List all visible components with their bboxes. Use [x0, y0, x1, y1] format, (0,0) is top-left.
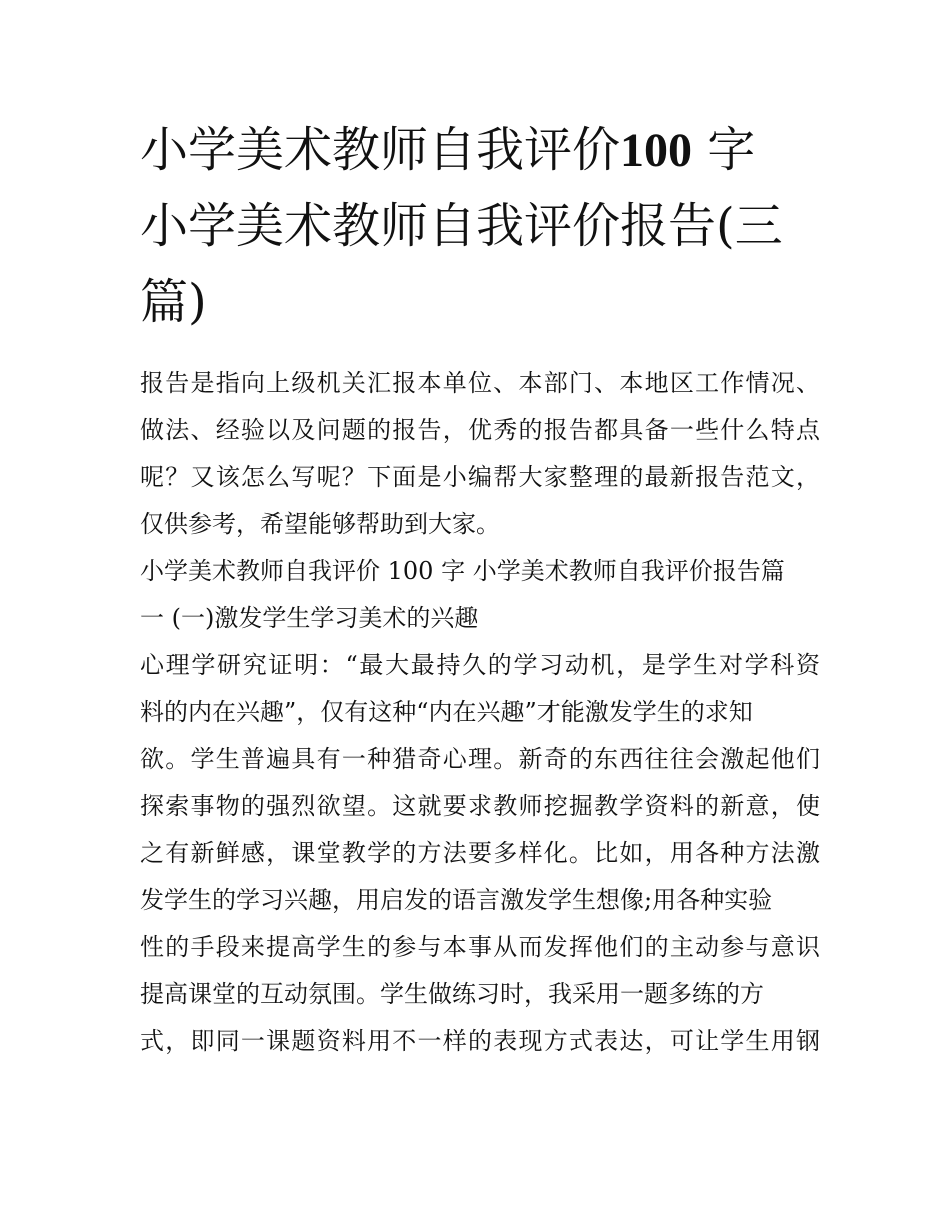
text-line: 提高课堂的互动氛围。学生做练习时，我采用一题多练的方 [140, 980, 764, 1008]
document-content [140, 360, 820, 1065]
text-line: 料的内在兴趣”，仅有这种“内在兴趣”才能激发学生的求知 [140, 698, 753, 726]
intro-paragraph [140, 360, 820, 548]
text-line: 发学生的学习兴趣，用启发的语言激发学生想像;用各种实验 [140, 886, 773, 914]
title-text: 字 [692, 122, 756, 178]
text-line: 心理学研究证明：“最大最持久的学习动机，是学生对学科资 [140, 651, 820, 679]
text-line: 性的手段来提高学生的参与本事从而发挥他们的主动参与意识 [140, 933, 820, 961]
title-text: 小学美术教师自我评价报告(三 [140, 198, 783, 254]
title-number: 100 [620, 124, 693, 177]
text-line: 一 (一)激发学生学习美术的兴趣 [140, 604, 479, 632]
title-text: 小学美术教师自我评价 [140, 122, 621, 178]
text-line: 做法、经验以及问题的报告，优秀的报告都具备一些什么特点 [140, 416, 820, 444]
text-line: 呢？又该怎么写呢？下面是小编帮大家整理的最新报告范文， [140, 463, 820, 491]
document-title [140, 112, 820, 340]
body-paragraph [140, 642, 820, 1065]
text-line: 式，即同一课题资料用不一样的表现方式表达，可让学生用钢 [140, 1027, 820, 1055]
text-line: 欲。学生普遍具有一种猎奇心理。新奇的东西往往会激起他们 [140, 745, 820, 773]
document-body [140, 112, 820, 1065]
text-line: 报告是指向上级机关汇报本单位、本部门、本地区工作情况、 [140, 369, 820, 397]
section-heading [140, 548, 820, 642]
title-line [140, 264, 820, 340]
text-line: 小学美术教师自我评价 100 字 小学美术教师自我评价报告篇 [140, 557, 785, 585]
text-line: 之有新鲜感，课堂教学的方法要多样化。比如，用各种方法激 [140, 839, 820, 867]
title-text: 篇) [140, 274, 207, 330]
title-line [140, 188, 820, 264]
text-line: 仅供参考，希望能够帮助到大家。 [140, 510, 500, 538]
title-line [140, 112, 820, 188]
text-line: 探索事物的强烈欲望。这就要求教师挖掘教学资料的新意，使 [140, 792, 820, 820]
